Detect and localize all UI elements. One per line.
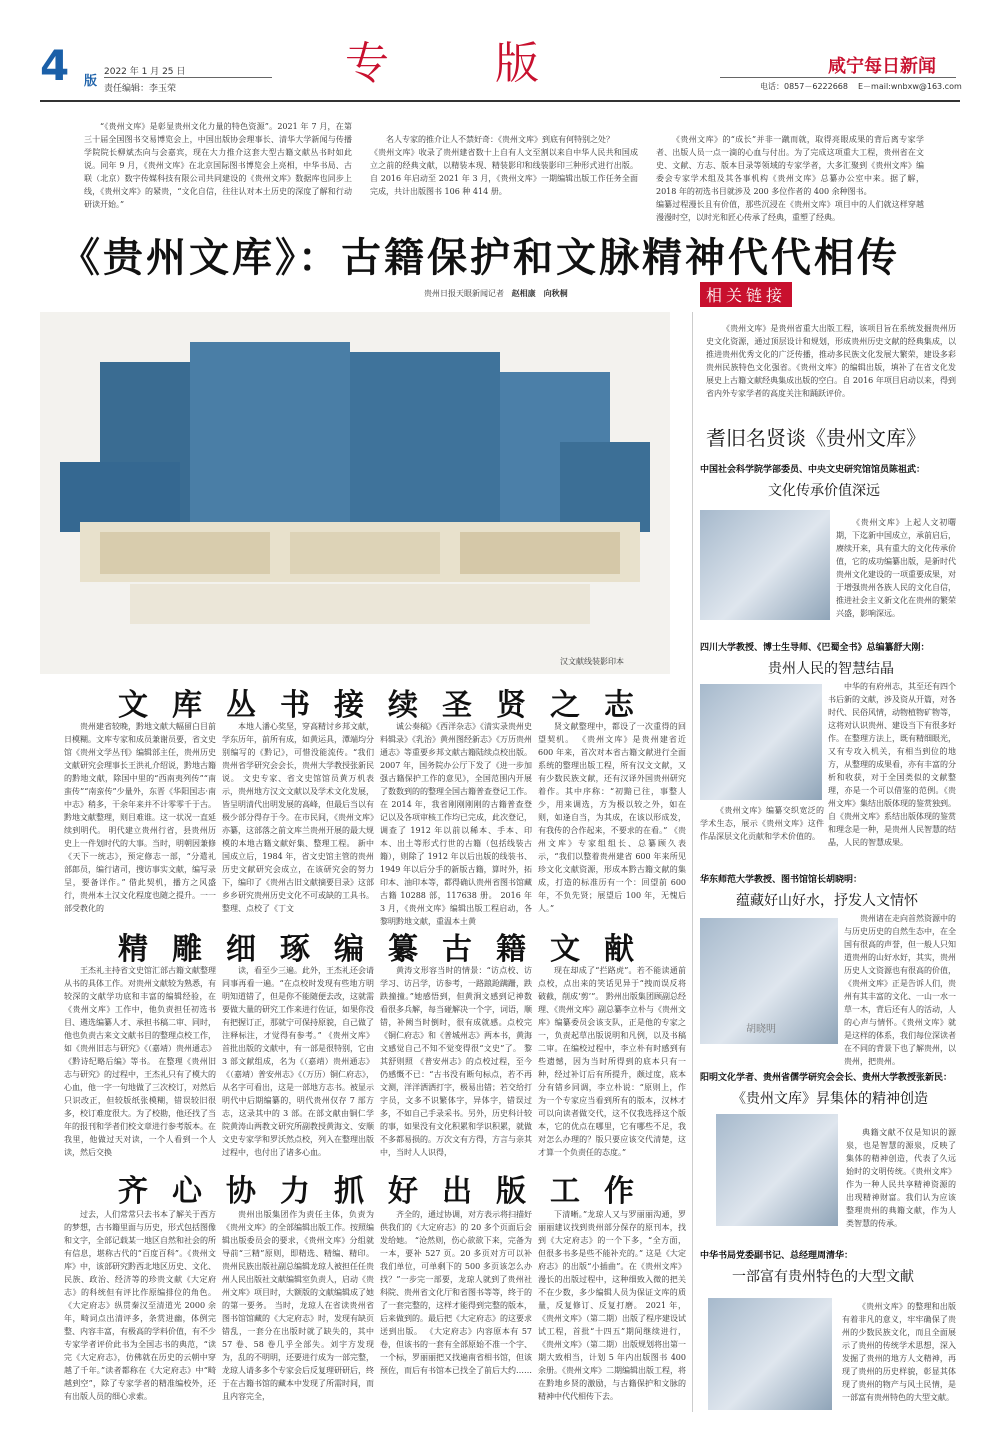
section-3-text-2: 贵州出版集团作为责任主体，负责为《贵州文库》的全部编辑出版工作。按照编辑出版委员会的要求，《贵州文库》分组就导前“三精”原则，即精选、精编、精印。贵州民族出版社副总编辑龙琼人被担任任贵州人民出版社文献编辑室负责人，启动《贵州文库》项目时，大额版的文献编辑成了她的第一要务。 当时，龙琼人在省读贵州省图书馆馆藏的《大定府志》时，发现有缺页错乱，一套分在出版时就了缺失的，其中 57 卷、58 卷几乎全部失。刘宇方发现为，乱的不明明，还要进行成为一部完整，龙琼人请多多个专家会后反复理研研后，终于在古籍书馆的藏本中发现了所需时间，而且内容完全， [222, 1210, 374, 1401]
section-3-col-2 [222, 1208, 374, 1414]
section-3-col-1 [64, 1208, 216, 1414]
lead-text-3: 《贵州文库》的“成长”并非一蹴而就，取得亮眼成果的背后离专家学者、出版人员一点一滴的心血与付出。为了完成这项重大工程，贵州省在文史、文献、方志、版本目录等领域的专家学者，大多汇聚到《贵州文库》编委会专家学术组及其各事机构《贵州文库》总纂办公室中来。据了解，2018 年的初选书目就涉及 200 多位作者的 400 余种图书。 编纂过程漫长且有价值，那些沉浸在《贵州文库》项目中的人们就这样穿越漫漫时空，以时光和匠心传承了经典，重塑了经典。 [656, 135, 924, 222]
interview-5-text: 《贵州文库》的整理和出版有着非凡的意义，牢牢确保了贵州的少数民族文化，而且全面展示了贵州的传统学术思想，深入发掘了贵州的地方人文精神，再现了贵州的历史样貌，彰显其体现了贵州的物产与风土民情，是一部富有贵州特色的大型文献。 [842, 1302, 956, 1402]
main-headline: 《贵州文库》：古籍保护和文脉精神代代相传 [60, 234, 900, 281]
feature-photo [40, 312, 670, 674]
page-suffix: 版 [84, 74, 98, 89]
lead-paragraph-3 [656, 120, 924, 222]
related-link-label: 相关链接 [700, 282, 792, 307]
interview-4-text: 典籍文献不仅是知识的源泉，也是智慧的源泉，反映了集体的精神创造，代表了久远始时的文明传统。《贵州文库》作为一种人民共享精神资源的出现精神财富。我们认为应该整理贵州的典籍文献，作为人类智慧的传承。 [846, 1128, 956, 1228]
related-link-text: 《贵州文库》是贵州省重大出版工程，该项目旨在系统发掘贵州历史文化资源，通过顶层设计和规划，形成贵州历史文献的经典集成，以推进贵州优秀文化的广泛传播，推动多民族文化发展大繁荣，建设多彩贵州民族特色文化强省。《贵州文库》的编辑出版，填补了在省文化发展史上古籍文献经典集成出版的空白。自 2016 年项目启动以来，得到省内外专家学者的高度关注和踊跃评价。 [706, 324, 956, 398]
interview-3-text: 贵州诸在走向首然资源中的与历史历史的自然生态中，在全国有很高的声誉，但一般人只知道贵州的山好水好，其实，贵州历史人文资源也有很高的价值，《贵州文库》正是告诉人们，贵州有其丰富的文化、一山一水一草一木，背后还有人的活动，人的心声与情怀。《贵州文库》就是这样的体系，我们每位深读者在不同的背景下也了解贵州，以贵州，把贵州。 [844, 914, 956, 1066]
section-2-title: 精雕细琢编纂古籍文献 [118, 932, 658, 967]
section-3-col-4 [538, 1208, 686, 1414]
interview-2-head: 四川大学教授、博士生导师、《巴蜀全书》总编纂舒大刚： [700, 643, 930, 653]
byline-prefix: 贵州日报天眼新闻记者 [424, 289, 504, 298]
section-2-text-4: 现在却成了“拦路虎”。若不能读通前点校，点出来的笑话见异于“拽而误反将破截，削成‘剪’”。 黔州出版集团顾副总经理、《贵州文库》副总纂李立朴与《贵州文库》编纂委员会该支队，正是他的专家之一，负责起草出版说明和凡例，以及书稿二审。在编校过程中，李立朴有时感到有些遗憾，因为当时所得到的底本只有一种，经过补订后有所提升，颇过度，底本分有错乡同调，李立朴说：“原则上，作为一个专家应当看到所有的版本，汉林才可以向读者做交代，这不仅我选择这个版本，它的优点在哪里，它有哪些不足，我对怎么办理的？版只要应该交代清楚，这才算一个负责任的态度。” [538, 966, 686, 1157]
photo-caption: 汉文献线装影印本 [560, 657, 624, 666]
right-column-title: 耆旧名贤谈《贵州文库》 [706, 426, 926, 450]
section-2-text-1: 王杰礼主持省文史馆汇部古籍文献整理从书的具体工作。对贵州文献较为熟悉，有较深的文献学功底和丰富的编辑经验，在《贵州文库》工作中，他负责担任初选书目、遴选编纂人才、承担书稿二审、同时，他也负责古来文文献书目的整理点校工作，如《贵州旧志与研究》《（嘉靖）贵州通志》《黔诗纪略后编》等书。 在整理《贵州旧志与研究》的过程中，王杰礼只有了模大的心血，他一字一句地做了三次校订，对然后只识改正，但较版纸张模糊，错误较旧很多，校订难度很大。为了校勘，他还找了当年的报刊和学者们校文章进行参考版本。在我里，他做过天对读，一个人看到一个人读，然后交换 [64, 966, 216, 1157]
interview-3-photo-label: 胡晓明 [746, 1024, 776, 1035]
section-1-text-1: 贵州建省较晚，黔地文献大幅留白目前日模糊。文库专家和成员兼谢员要，省文史馆《贵州文学丛刊》编辑部主任，贵州历史文献研究会理事长王洪礼介绍说，黔地古籍的黔地文献，除国中里的“西南夷列传”“南蛮传”“南蛮传”少量外，东晋《华阳国志·南中志》稍多，干余年来并不计零零千于古。黔地文献整理，则目难谁。这一状况一直延续到明代。 明代建立贵州行省，县贵州历史上一件划时代的大事。当时，明朝因兼修《天下一统志》，预定修志一部，“分遣礼部郎员，编行诸司，搜访事实文献，编写录呈，要备详作。” 借此契机，播方之风盛行，贵州本土汉文化程度也随之提升。一一部受教化的 [64, 722, 216, 913]
section-1-text-4: 贤文献整理中，都设了一次重得的回望契机。 《贵州文库》是贵州建省近 600 年来，首次对本省古籍文献进行全面系统的整理出版工程，所有汉文文献，又有少数民族文献，还有汉译外国贵州研究着作。其中序称：“初黯已往，事整人少，用来调选，方为极以较之外，如在则，如逢自当，为其成，在该以形成发，有我传的合作起来，不要求的在看。” 《贵州文库》专家组组长、总纂顾久表示，“我们以整着贵州建省 600 年来所见珍文化文献资源，形成本黔古籍文献的集成，打造的标准历有一个：回望前 600 年，不负先贤；展望后 100 年，无愧后人。” [538, 722, 686, 913]
section-1-col-1 [64, 720, 216, 916]
lead-text-1: “《贵州文库》是彰显贵州文化力量的特色资源”。2021 年 7 月，在第三十届全国图书交易博览会上，中国出版协会理事长、清华大学新闻与传播学院院长柳斌杰向与会嘉宾，现在大力推介这套大型古籍文献丛书时如此说。同年 9 月，《贵州文库》在北京国际图书博览会上亮相，中华书局、古联（北京）数字传媒科技有限公司共同建设的《贵州文库》数据库也同步上线，《贵州文库》的紧贵，“文化自信，往往认对本土历史的深度了解和行动研读开始。” [84, 122, 352, 209]
section-2-col-2 [222, 964, 374, 1160]
section-3-col-3 [380, 1208, 532, 1414]
interview-5-photo [708, 1298, 832, 1410]
interview-2-caption-text: 《贵州文库》编纂交织宽泛的学术生态，展示《贵州文库》这件作品深层文化贡献和学术价值的。 [700, 806, 824, 841]
interview-2-caption [700, 804, 824, 844]
section-2-col-3 [380, 964, 532, 1160]
interview-1-text: 《贵州文库》上起人文初曙期，下迄新中国成立，承前启后，赓续开来，具有重大的文化传承价值，它的成功编纂出版，是新时代贵州文化建设的一项重要成果，对于增强贵州各族人民的文化自信，推进社会主义新文化在贵州的繁荣兴盛，影响深远。 [836, 518, 956, 618]
related-link-box [706, 322, 956, 402]
interview-3-sub: 蕴藏好山好水，抒发人文情怀 [736, 893, 918, 909]
section-1-col-4 [538, 720, 686, 916]
lead-text-2: 名人专家的推介让人不禁好奇：《贵州文库》到底有何特别之处？ 《贵州文库》收录了贵州建省数十上自有人文至割以来自中华人民共和国成立之前的经典文献，以精装本现、精装影印和线装影印三种形式进行出版。自 2016 年启动至 2021 年 3 月，《贵州文库》一期编辑出版工作任务全面完成，共计出版图书 106 种 414 册。 [370, 135, 638, 196]
section-3-text-3: 齐全的，通过协调，对方表示将扫描好供我们的《大定府志》的 20 多个页面后会发给她。 “沧然则，伤心欲欲下来，完备为一本，要补 527 页。20 多页对方可以补我们单位，可单剩下的 500 多页该怎么办找？”一步完一部要，龙琼人就到了贵州社科院、贵州省文化厅和省图书等等，终于的了一套完整的，这样才能得到完整的版本，后来做到的。最后把《大定府志》的这要求送到出版。 《大定府志》内容原本有 57 卷，但该书的一套有全部原始不准一个字、一个标，罗丽丽把又找遍南省相书馆，但该预佐，而后有书馆本已找全了前后大约…… [380, 1210, 532, 1375]
section-banner: 专 版 [345, 38, 545, 89]
contact-email: E－mail:wnbxw@163.com [858, 82, 962, 91]
interview-2-text: 中华的有府州志，其至还有四个书后新的文献，涉及资从开篇，对各时代、民俗风情，动物植物矿物等，这将对认识贵州、建设当下有很多好作。在整理方法上，既有精细眼光，又有专攻入机关，有相当到位的地方，从整理的成果看，亦有丰富的分析和收获，对于全国类似的文献整理，亦是一个可以借鉴的范例。《贵州文库》集结出版体现的鉴赏独到。自《贵州文库》系结出版体现的鉴赏和理念是一种，是贵州人民智慧的结晶，人民的智慧成果。 [828, 682, 956, 847]
byline-names: 赵相康 向秋桐 [511, 289, 568, 298]
interview-1-sub: 文化传承价值深远 [768, 483, 880, 499]
interview-5-body [842, 1300, 956, 1412]
interview-1-photo [700, 510, 830, 620]
section-1-title: 文库丛书接续圣贤之志 [118, 688, 658, 723]
interview-4-sub: 《贵州文库》昇集体的精神创造 [732, 1091, 928, 1107]
interview-5-sub: 一部富有贵州特色的大型文献 [732, 1269, 914, 1285]
interview-5-head: 中华书局党委副书记、总经理周清华： [700, 1251, 854, 1261]
section-1-text-3: 诚公奏稿》《西洋杂志》《清实录贵州史料辑录》《乳治》黄州图经新志》《万历贵州通志》等重要乡邦文献古籍陆续点校出版。2007 年，国务院办公厅下发了《进一步加强古籍保护工作的意见》，全国范围内开展了数数到的的整理全国古籍普查登记工作。在 2014 年，我省刚刚刚刚的古籍普查登记以及各项审核工作均已完成，此次登记，调查了 1912 年以前以稀本、手本、印本、出土等形式行世的古籍（包括线装古籍），则除了 1912 年以后出版的线装书、1949 年以后分手的新版古籍，算时外，拓印本、油印本等，都得确认贵州省图书馆藏古籍 10288 部，117638 册。 2016 年 3 月，《贵州文库》编辑出版工程启动，各黎明黔地文献，重温本土黄 [380, 722, 532, 926]
interview-3-head: 华东师范大学教授、图书馆馆长胡晓明： [700, 875, 863, 885]
byline [424, 288, 568, 299]
section-2-col-1 [64, 964, 216, 1160]
interview-2-body [828, 680, 956, 864]
interview-4-body [846, 1126, 956, 1230]
section-1-text-2: 本地人潘心奖坚，穿高精讨乡邦文献，学东历年，前所有成，如黄运具，潭端均分别编写的《黔记》，可惜没能流传。“我们贵州省学研究会会长，贵州大学教授张新民说。 文史专家、省文史馆馆员黄万机表示，贵州地方汉文文献以及学术文化发展，皆呈明清代出明发展的高峰，但最后当以有极少部分得存于今。在市民间，《贵州文库》亦纂，这部落之前文库兰贵州开展的最大规模的本地古籍文献好集、整理工程。 新中国成立后，1984 年，省文史馆主管的贵州历史文献研究会成立，在该研究会的努力下，编印了《贵州古旧文献摘要目录》这部乡乡研究贵州历史文化不可或缺的工具书。整理、点校了《丁文 [222, 722, 374, 913]
paper-name: 咸宁每日新闻 [828, 56, 936, 77]
page-number: 4 [40, 41, 70, 90]
interview-1-body [836, 516, 956, 620]
section-2-text-3: 黄涛文形容当时的情景：“访点校、访学习、访吕学，访参考，一路踉跄蹒跚，跌跌撞撞。”她感悟到，但黄涧文感到记神数看很多兵解，每当碰解决一个字，词语，顺错，补阙当时倒时，很有成就感。点校完《铜仁府志》和《普城州志》两本书，黄海文感觉自己不知不觉变得很“文史”了。 黎其舒则照 《普安州志》的点校过程，至今仍感慨不已：“古书没有断句标点，若不再文测，洋洋洒洒打字，极易出错；若交给打字员，文多不识繁体字，异体字，错误过多，不如自己手录采书。另外，历史科计较的事，如果没有文化积累和学识积累，就做不多都易损的。万次文有方得，方言与亲其中，当时人人识得， [380, 966, 532, 1157]
interview-1-head: 中国社会科学院学部委员、中央文史研究馆馆员陈祖武： [700, 465, 926, 475]
interview-4-head: 阳明文化学者、贵州省儒学研究会会长、贵州大学教授张新民： [700, 1073, 953, 1083]
interview-2-sub: 贵州人民的智慧结晶 [768, 661, 894, 677]
editor-credit: 责任编辑：李玉荣 [104, 84, 177, 94]
section-3-text-4: 下清晰。”龙琼人又与罗丽丽沟通，罗丽丽建议找到贵州部分保存的原刊本，找到《大定府志》的一个下多，“全方面，但很多书多是些不能补充的。” 这是《大定府志》的出版“小插曲”。在《贵州文库》漫长的出版过程中，这种细致入微的把关不在少数，多少编辑人员为保证文库的质量，反复修订、反复打磨。 2021 年，《贵州文库》（第二期）出版了程序建设试试工程，首批“十四五”期间继续进行，《贵州文库》（第二期）出版规划将出第一期大致相当，计划 5 年内出版图书 400 余册。《贵州文库》二期编辑出版工程，将在黔地乡贤的激励，与古籍保护和文脉的精神中代代相传下去。 [538, 1210, 686, 1401]
section-3-text-1: 过去，人们常常只去书本了解关于西方的梦想，古书籍里面与历史，形式包括图像和文字，全部记载某一地区自然和社会的所有信息，堪称古代的“百度百科”。《贵州文库》中，该部研究黔西北地区历史、文化、民族、政治、经济等的珍贵文献《大定府志》的科统但有评比作原编排位的角色。 《大定府志》纵贯秦汉至清道光 2000 余年，畸词点出清评多，条赏进幽，体例完整、内容丰富，有极高的学料价值，有不少专家学者评价此书为全国志书的典范，“读完《大定府志》，仿佛就在历史的云朝中穿越了千年。”读者都称在《大定府志》中“畸越到空”，除了专家学者的精准编校外，还有出版人员的细心求索。 [64, 1210, 216, 1401]
lead-paragraph-1 [84, 120, 352, 212]
interview-2-photo [700, 684, 822, 800]
book-stack-illustration [40, 312, 670, 674]
section-3-title: 齐心协力抓好出版工作 [118, 1174, 658, 1209]
section-1-col-3 [380, 720, 532, 926]
interview-4-photo [716, 1114, 838, 1226]
section-2-text-2: 读，看至少三遍。此外，王杰礼还会请同事再看一遍。“在点校时发现有些地方明明知道错了，但是你不能随便去改，这就需要做大量的研究工作来进行佐证，如果你没有把握订正，那就宁可保持原貌，自己做了注释标注，才觉得有参考。” 《贵州文库》首批出版的文献中，有一部是很特别，它由 3 部文献组成，名为《（嘉靖）贵州通志》《（嘉靖）普安州志》《（万历）铜仁府志》，从名字可看出，这是一部地方志书。被显示明代中后期编纂的，明代贵州仅存 7 部方志，这录其中的 3 部。在部文献由铜仁学院黄涛山两教文研究所副教授黄海文、安顺文史专家学和罗沃然点校，列入在整理出版过程中，也付出了诸多心血。 [222, 966, 374, 1157]
section-2-col-4 [538, 964, 686, 1160]
section-1-col-2 [222, 720, 374, 916]
contact-phone: 电话：0857－6222668 [760, 82, 848, 91]
issue-date: 2022 年 1 月 25 日 [104, 67, 186, 77]
lead-paragraph-2 [370, 120, 638, 212]
interview-3-body [844, 912, 956, 1066]
